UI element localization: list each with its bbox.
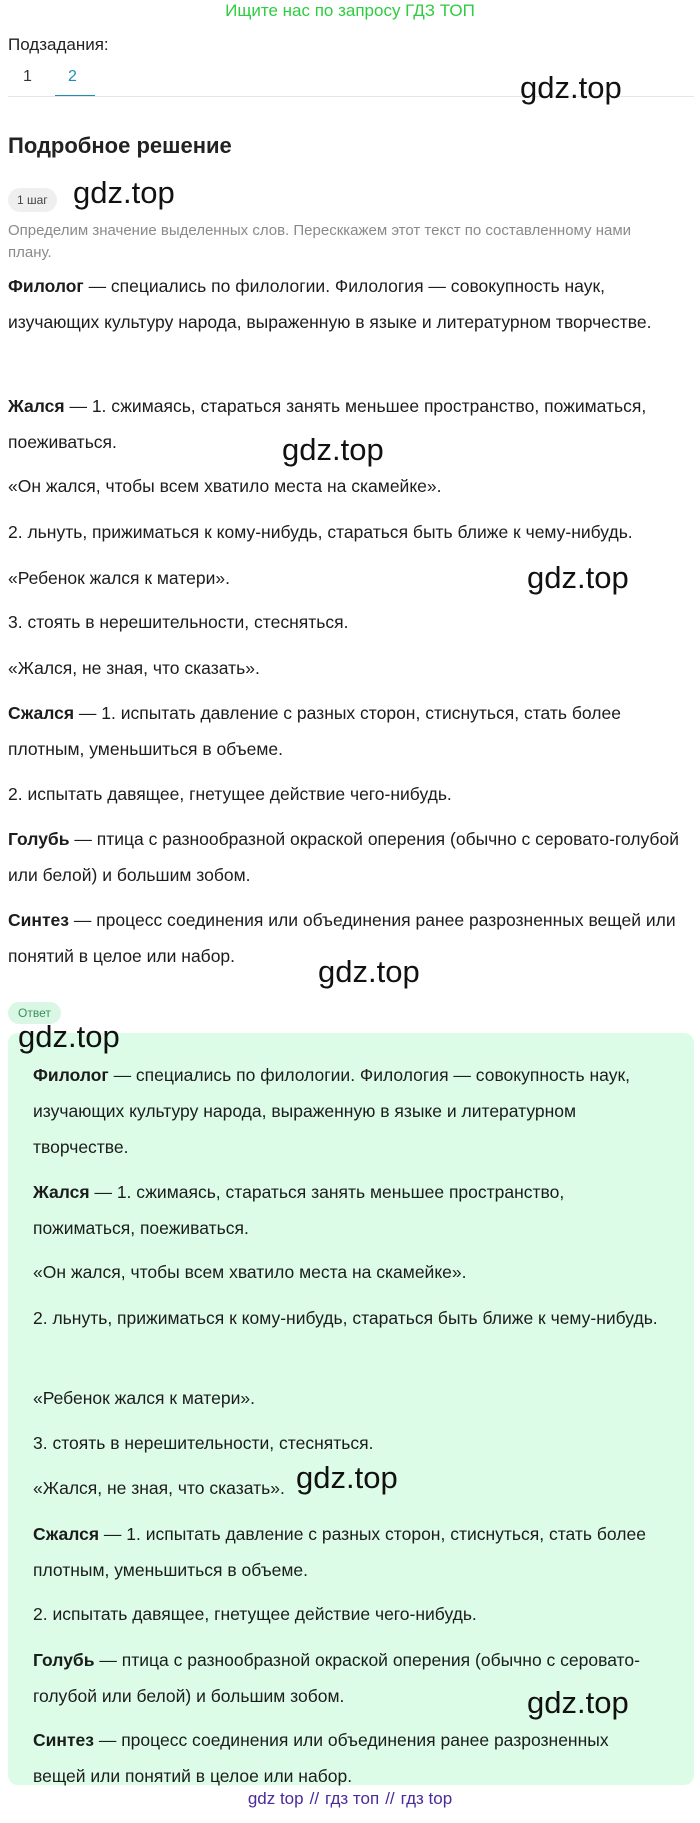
answer-paragraph: Синтез — процесс соединения или объединения ранее разрозненных вещей или понятий в целое или набор. <box>33 1730 609 1786</box>
answer-badge: Ответ <box>8 1002 61 1024</box>
answer-paragraph: Сжался — 1. испытать давление с разных сторон, стиснуться, стать более плотным, уменьшиться в объеме. <box>33 1524 646 1580</box>
footer-separator: // <box>309 1789 320 1808</box>
answer-paragraph: 2. льнуть, прижиматься к кому-нибудь, стараться быть ближе к чему-нибудь. <box>33 1308 658 1328</box>
solution-paragraph: «Ребенок жался к матери». <box>8 568 230 588</box>
watermark: gdz.top <box>18 1019 120 1054</box>
watermark: gdz.top <box>282 432 384 467</box>
answer-paragraph: «Ребенок жался к матери». <box>33 1388 255 1408</box>
watermark: gdz.top <box>318 954 420 989</box>
solution-paragraph: «Жался, не зная, что сказать». <box>8 658 260 678</box>
solution-paragraph: 2. льнуть, прижиматься к кому-нибудь, стараться быть ближе к чему-нибудь. <box>8 522 633 542</box>
answer-paragraph: Жался — 1. сжимаясь, стараться занять меньшее пространство, пожиматься, поеживаться. <box>33 1182 565 1238</box>
footer-links <box>0 1789 700 1809</box>
solution-paragraph: Синтез — процесс соединения или объединения ранее разрозненных вещей или понятий в целое или набор. <box>8 910 676 966</box>
footer-link[interactable]: гдз top <box>400 1789 453 1808</box>
footer-separator: // <box>385 1789 395 1808</box>
footer-link[interactable]: gdz top <box>247 1789 304 1808</box>
answer-paragraph: «Он жался, чтобы всем хватило места на скамейке». <box>33 1262 467 1282</box>
solution-paragraph: Сжался — 1. испытать давление с разных сторон, стиснуться, стать более плотным, уменьшиться в объеме. <box>8 703 621 759</box>
solution-paragraph: 2. испытать давящее, гнетущее действие чего-нибудь. <box>8 784 452 804</box>
answer-paragraph: 2. испытать давящее, гнетущее действие чего-нибудь. <box>33 1604 477 1624</box>
top-banner: Ищите нас по запросу ГДЗ ТОП <box>225 1 475 20</box>
step-intro: Определим значение выделенных слов. Пересккажем этот текст по составленному нами плану. <box>8 222 632 261</box>
watermark: gdz.top <box>73 175 175 210</box>
solution-paragraph: 3. стоять в нерешительности, стесняться. <box>8 612 349 632</box>
solution-title: Подробное решение <box>8 133 232 158</box>
answer-paragraph: «Жался, не зная, что сказать». <box>33 1478 285 1498</box>
solution-paragraph: «Он жался, чтобы всем хватило места на скамейке». <box>8 476 442 496</box>
watermark: gdz.top <box>520 70 622 105</box>
footer-link[interactable]: гдз топ <box>325 1789 380 1808</box>
subtask-tab-2[interactable]: 2 <box>68 68 77 85</box>
answer-paragraph: 3. стоять в нерешительности, стесняться. <box>33 1433 374 1453</box>
solution-paragraph: Филолог — специались по филологии. Филология — совокупность наук, изучающих культуру народа, выраженную в языке и литературном творчестве. <box>8 276 652 332</box>
answer-paragraph: Голубь — птица с разнообразной окраской оперения (обычно с серовато-голубой или белой) и большим зобом. <box>33 1650 640 1706</box>
answer-paragraph: Филолог — специались по филологии. Филология — совокупность наук, изучающих культуру народа, выраженную в языке и литературном творчестве. <box>33 1065 630 1157</box>
subtask-tab-1[interactable]: 1 <box>23 68 32 85</box>
step-badge: 1 шаг <box>8 188 57 212</box>
subtasks-label: Подзадания: <box>8 35 109 54</box>
solution-paragraph: Голубь — птица с разнообразной окраской оперения (обычно с серовато-голубой или белой) и большим зобом. <box>8 829 679 885</box>
solution-paragraph: Жался — 1. сжимаясь, стараться занять меньшее пространство, пожиматься, поеживаться. <box>8 396 647 452</box>
watermark: gdz.top <box>296 1460 398 1495</box>
watermark: gdz.top <box>527 560 629 595</box>
watermark: gdz.top <box>527 1685 629 1720</box>
